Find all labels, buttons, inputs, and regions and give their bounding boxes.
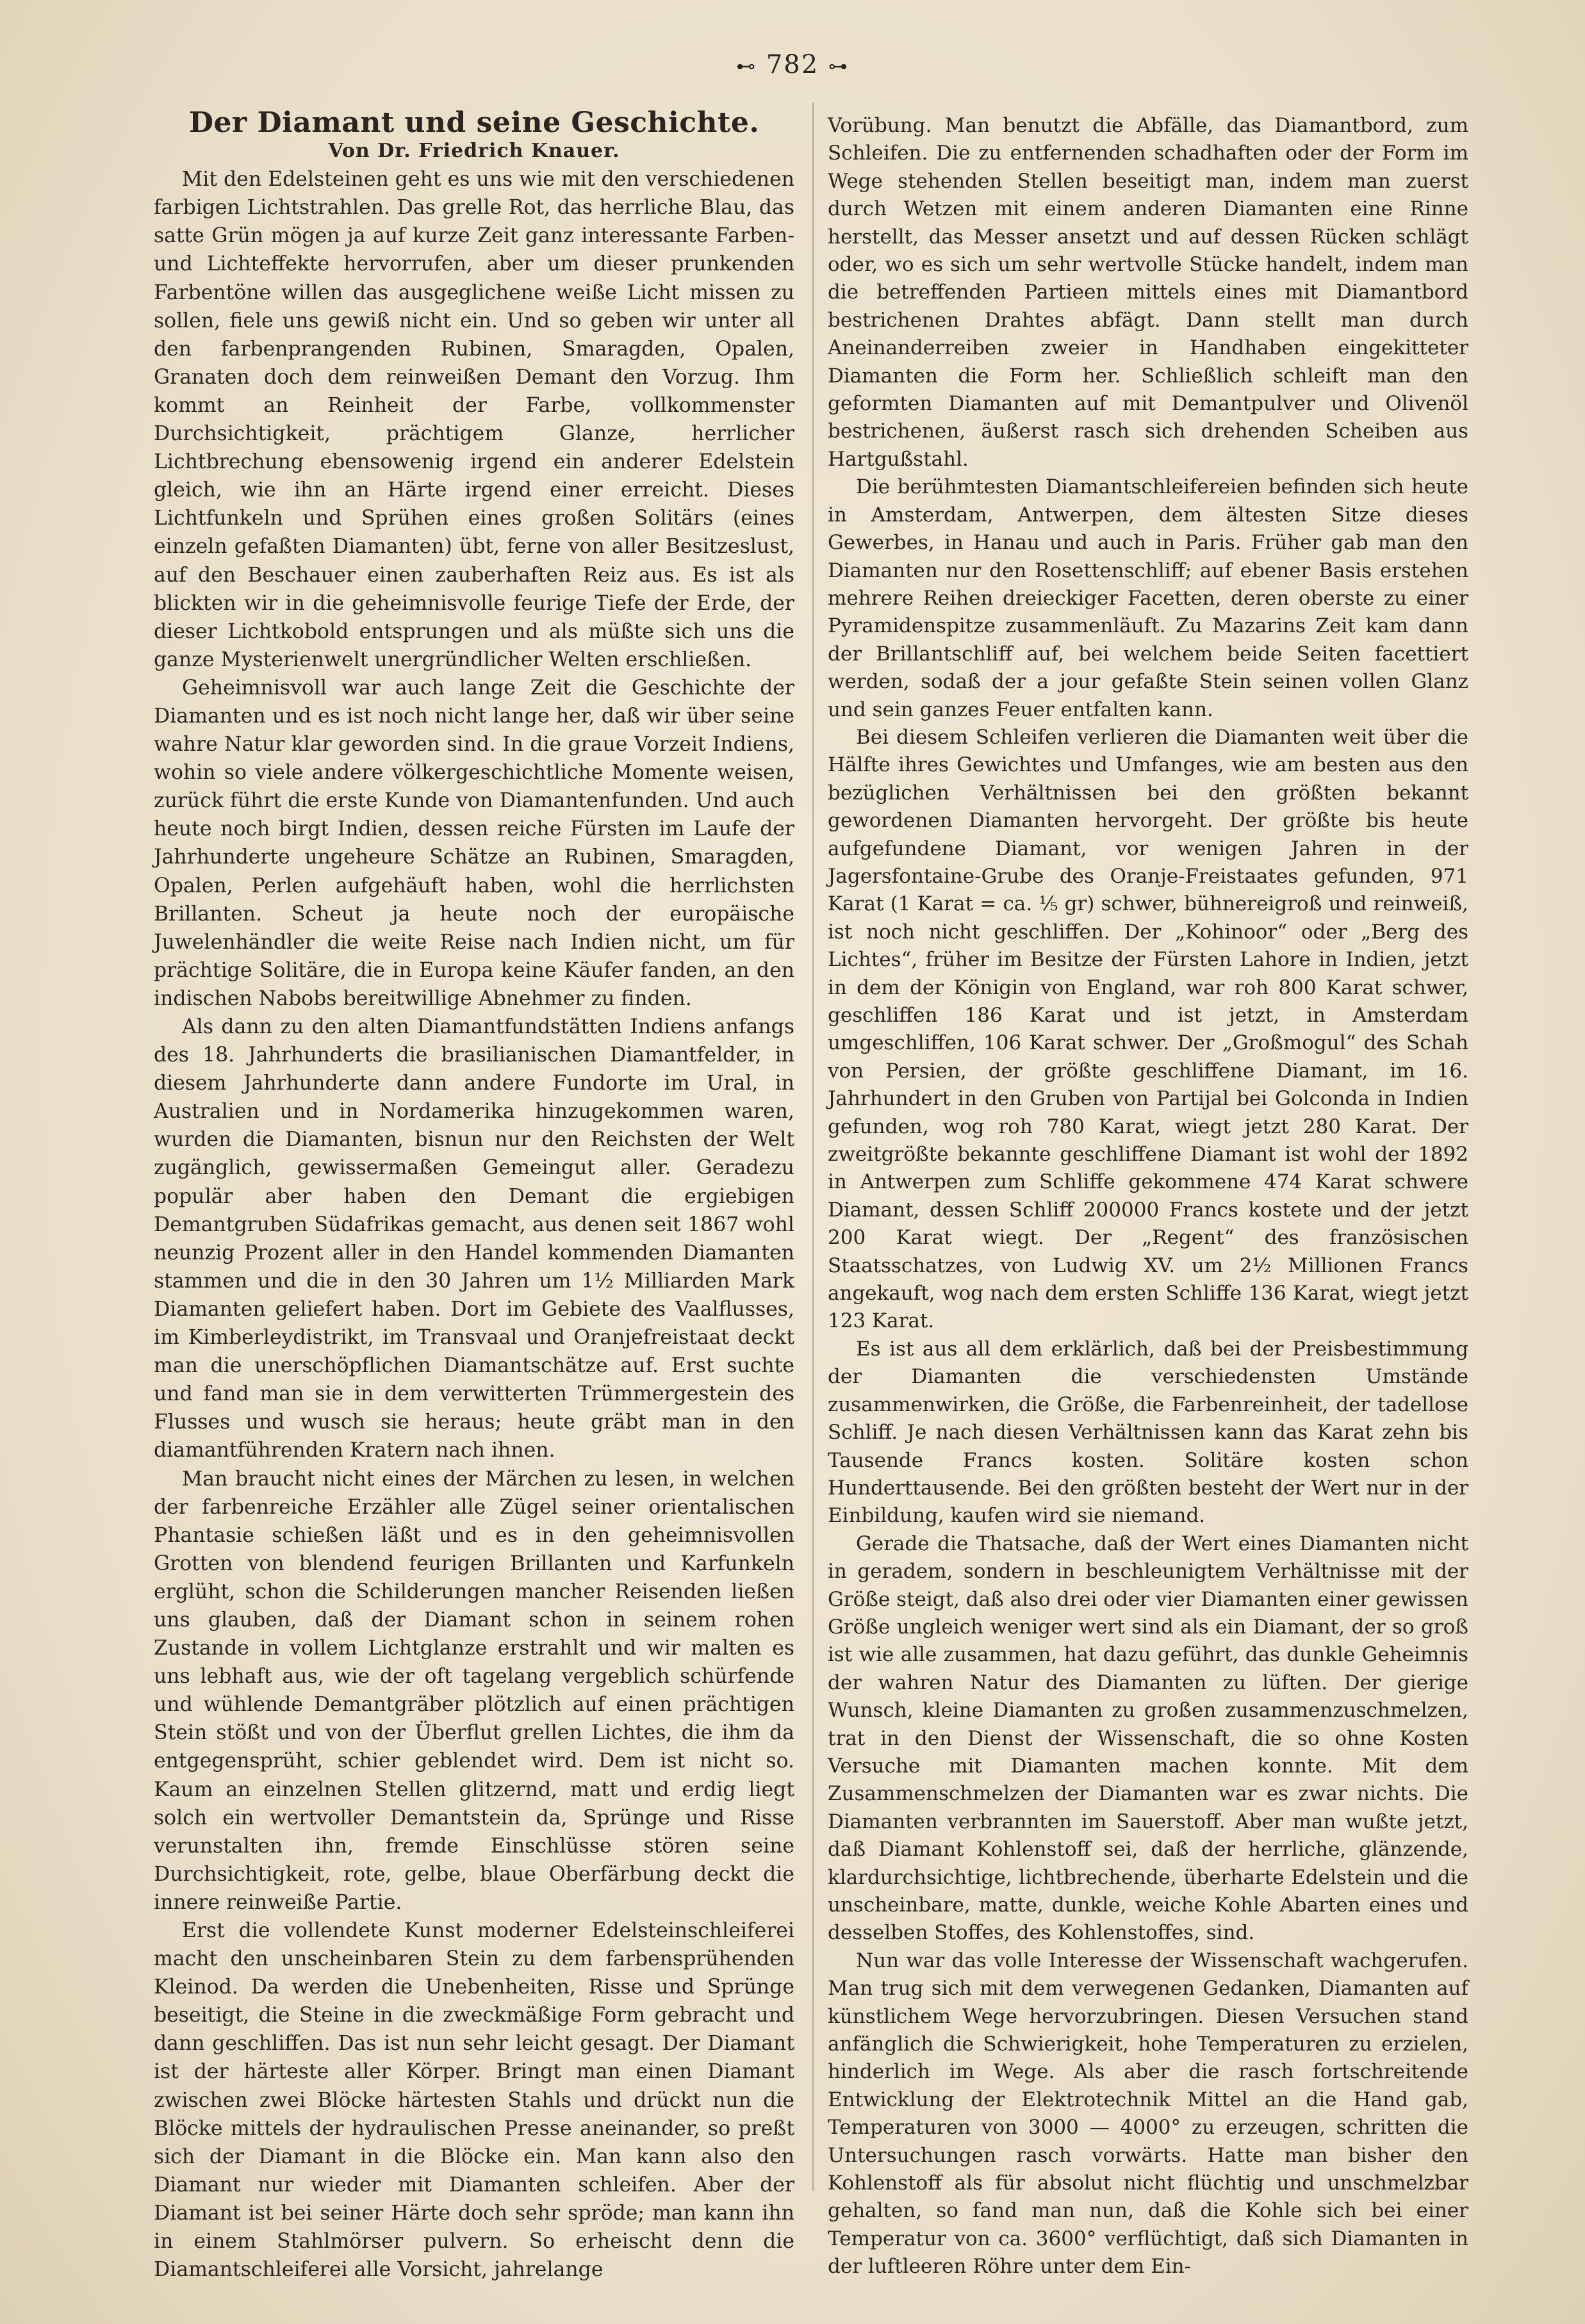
paragraph: Bei diesem Schleifen verlieren die Diamanten weit über die Hälfte ihres Gewichtes und Umfanges, wie am besten aus den bezüglichen Verhältnissen bei den größten bekannt gewordenen Diamanten hervorgeht. Der größte bis heute aufgefundene Diamant, vor wenigen Jahren in der Jagersfontaine-Grube des Oranje-Freistaates gefunden, 971 Karat (1 Karat = ca. ⅕ gr) schwer, bühnereigroß und reinweiß, ist noch nicht geschliffen. Der „Kohinoor“ oder „Berg des Lichtes“, früher im Besitze der Fürsten Lahore in Indien, jetzt in dem der Königin von England, war roh 800 Karat schwer, geschliffen 186 Karat und ist jetzt, in Amsterdam umgeschliffen, 106 Karat schwer. Der „Großmogul“ des Schah von Persien, der größte geschliffene Diamant, im 16. Jahrhundert in den Gruben von Partijal bei Golconda in Indien gefunden, wog roh 780 Karat, wiegt jetzt 280 Karat. Der zweitgrößte bekannte geschliffene Diamant ist wohl der 1892 in Antwerpen zum Schliffe gekommene 474 Karat schwere Diamant, dessen Schliff 200000 Francs kostete und der jetzt 200 Karat wiegt. Der „Regent“ des französischen Staatsschatzes, von Ludwig XV. um 2½ Millionen Francs angekauft, wog nach dem ersten Schliffe 136 Karat, wiegt jetzt 123 Karat. xyxy=(828,725,1468,1333)
paragraph: Die berühmtesten Diamantschleifereien befinden sich heute in Amsterdam, Antwerpen, dem ältesten Sitze dieses Gewerbes, in Hanau und auch in Paris. Früher gab man den Diamanten nur den Rosettenschliff; auf ebener Basis erstehen mehrere Reihen dreieckiger Facetten, deren oberste zu einer Pyramidenspitze zusammenläuft. Zu Mazarins Zeit kam dann der Brillantschliff auf, bei welchem beide Seiten facettiert werden, sodaß der a jour gefaßte Stein seinen vollen Glanz und sein ganzes Feuer entfalten kann. xyxy=(828,475,1468,721)
paragraph: Geheimnisvoll war auch lange Zeit die Geschichte der Diamanten und es ist noch nicht lange her, daß wir über seine wahre Natur klar geworden sind. In die graue Vorzeit Indiens, wohin so viele andere völkergeschichtliche Momente weisen, zurück führt die erste Kunde von Diamantenfunden. Und auch heute noch birgt Indien, dessen reiche Fürsten im Laufe der Jahrhunderte ungeheure Schätze an Rubinen, Smaragden, Opalen, Perlen aufgehäuft haben, wohl die herrlichsten Brillanten. Scheut ja heute noch der europäische Juwelenhändler die weite Reise nach Indien nicht, um für prächtige Solitäre, die in Europa keine Käufer fanden, an den indischen Nabobs bereitwillige Abnehmer zu finden. xyxy=(154,676,794,1010)
paragraph: Erst die vollendete Kunst moderner Edelsteinschleiferei macht den unscheinbaren Stein zu dem farbensprühenden Kleinod. Da werden die Unebenheiten, Risse und Sprünge beseitigt, die Steine in die zweckmäßige Form gebracht und dann geschliffen. Das ist nun sehr leicht gesagt. Der Diamant ist der härteste aller Körper. Bringt man einen Diamant zwischen zwei Blöcke härtesten Stahls und drückt nun die Blöcke mittels der hydraulischen Presse aneinander, so preßt sich der Diamant in die Blöcke ein. Man kann also den Diamant nur wieder mit Diamanten schleifen. Aber der Diamant ist bei seiner Härte doch sehr spröde; man kann ihn in einem Stahlmörser pulvern. So erheischt denn die Diamantschleiferei alle Vorsicht, jahrelange xyxy=(154,1919,794,2282)
paragraph: Gerade die Thatsache, daß der Wert eines Diamanten nicht in geradem, sondern in beschleunigtem Verhältnisse mit der Größe steigt, daß also drei oder vier Diamanten einer gewissen Größe ungleich weniger wert sind als ein Diamant, der so groß ist wie alle zusammen, hat dazu geführt, das dunkle Geheimnis der wahren Natur des Diamanten zu lüften. Der gierige Wunsch, kleine Diamanten zu großen zusammenzuschmelzen, trat in den Dienst der Wissenschaft, die so ohne Kosten Versuche mit Diamanten machen konnte. Mit dem Zusammenschmelzen der Diamanten war es zwar nichts. Die Diamanten verbrannten im Sauerstoff. Aber man wußte jetzt, daß Diamant Kohlenstoff sei, daß der herrliche, glänzende, klardurchsichtige, lichtbrechende, überharte Edelstein und die unscheinbare, matte, dunkle, weiche Kohle Abarten eines und desselben Stoffes, des Kohlenstoffes, sind. xyxy=(828,1532,1468,1945)
paragraph: Nun war das volle Interesse der Wissenschaft wachgerufen. Man trug sich mit dem verwegenen Gedanken, Diamanten auf künstlichem Wege hervorzubringen. Diesen Versuchen stand anfänglich die Schwierigkeit, hohe Temperaturen zu erzielen, hinderlich im Wege. Als aber die rasch fortschreitende Entwicklung der Elektrotechnik Mittel an die Hand gab, Temperaturen von 3000 — 4000° zu erzeugen, schritten die Untersuchungen rasch vorwärts. Hatte man bisher den Kohlenstoff als für absolut nicht flüchtig und unschmelzbar gehalten, so fand man nun, daß die Kohle sich bei einer Temperatur von ca. 3600° verflüchtigt, daß sich Diamanten in der luftleeren Röhre unter dem Ein- xyxy=(828,1949,1468,2279)
paragraph-continued: Vorübung. Man benutzt die Abfälle, das Diamantbord, zum Schleifen. Die zu entfernenden schadhaften oder der Form im Wege stehenden Stellen beseitigt man, indem man zuerst durch Wetzen mit einem anderen Diamanten eine Rinne herstellt, das Messer ansetzt und auf dessen Rücken schlägt oder, wo es sich um sehr wertvolle Stücke handelt, indem man die betreffenden Partieen mittels eines mit Diamantbord bestrichenen Drahtes abfägt. Dann stellt man durch Aneinanderreiben zweier in Handhaben eingekitteter Diamanten die Form her. Schließlich schleift man den geformten Diamanten auf mit Demantpulver und Olivenöl bestrichenen, äußerst rasch sich drehenden Scheiben aus Hartgußstahl. xyxy=(828,114,1468,471)
ornament-left-icon: ⊷ xyxy=(736,55,757,78)
page-number-text: 782 xyxy=(766,50,819,79)
ornament-right-icon: ⊶ xyxy=(828,55,849,78)
paragraph: Als dann zu den alten Diamantfundstätten Indiens anfangs des 18. Jahrhunderts die brasilianischen Diamantfelder, in diesem Jahrhunderte dann andere Fundorte im Ural, in Australien und in Nordamerika hinzugekommen waren, wurden die Diamanten, bisnun nur den Reichsten der Welt zugänglich, gewissermaßen Gemeingut aller. Geradezu populär aber haben den Demant die ergiebigen Demantgruben Südafrikas gemacht, aus denen seit 1867 wohl neunzig Prozent aller in den Handel kommenden Diamanten stammen und die in den 30 Jahren um 1½ Milliarden Mark Diamanten geliefert haben. Dort im Gebiete des Vaalflusses, im Kimberleydistrikt, im Transvaal und Oranjefreistaat deckt man die unerschöpflichen Diamantschätze auf. Erst suchte und fand man sie in dem verwitterten Trümmergestein des Flusses und wusch sie heraus; heute gräbt man in den diamantführenden Kratern nach ihnen. xyxy=(154,1015,794,1462)
paragraph: Es ist aus all dem erklärlich, daß bei der Preisbestimmung der Diamanten die verschiedensten Umstände zusammenwirken, die Größe, die Farbenreinheit, der tadellose Schliff. Je nach diesen Verhältnissen kann das Karat zehn bis Tausende Francs kosten. Solitäre kosten schon Hunderttausende. Bei den größten besteht der Wert nur in der Einbildung, kaufen wird sie niemand. xyxy=(828,1337,1468,1528)
article-title: Der Diamant und seine Geschichte. xyxy=(188,106,760,139)
page-number xyxy=(0,50,1585,79)
paragraph: Man braucht nicht eines der Märchen zu lesen, in welchen der farbenreiche Erzähler alle Zügel seiner orientalischen Phantasie schießen läßt und es in den geheimnisvollen Grotten von blendend feurigen Brillanten und Karfunkeln erglüht, schon die Schilderungen mancher Reisenden ließen uns glauben, daß der Diamant schon in seinem rohen Zustande in vollem Lichtglanze erstrahlt und wir malten es uns lebhaft aus, wie der oft tagelang vergeblich schürfende und wühlende Demantgräber plötzlich auf einen prächtigen Stein stößt und von der Überflut grellen Lichtes, die ihm da entgegensprüht, schier geblendet wird. Dem ist nicht so. Kaum an einzelnen Stellen glitzernd, matt und erdig liegt solch ein wertvoller Demantstein da, Sprünge und Risse verunstalten ihn, fremde Einschlüsse stören seine Durchsichtigkeit, rote, gelbe, blaue Oberfärbung deckt die innere reinweiße Partie. xyxy=(154,1467,794,1914)
column-divider xyxy=(812,102,814,2191)
right-column xyxy=(828,112,1468,2281)
paragraph: Mit den Edelsteinen geht es uns wie mit den verschiedenen farbigen Lichtstrahlen. Das grelle Rot, das herrliche Blau, das satte Grün mögen ja auf kurze Zeit ganz interessante Farben- und Lichteffekte hervorrufen, aber um dieser prunkenden Farbentöne willen das ausgeglichene weiße Licht missen zu sollen, fiele uns gewiß nicht ein. Und so geben wir unter all den farbenprangenden Rubinen, Smaragden, Opalen, Granaten doch dem reinweißen Demant den Vorzug. Ihm kommt an Reinheit der Farbe, vollkommenster Durchsichtigkeit, prächtigem Glanze, herrlicher Lichtbrechung ebensowenig irgend ein anderer Edelstein gleich, wie ihn an Härte irgend einer erreicht. Dieses Lichtfunkeln und Sprühen eines großen Solitärs (eines einzeln gefaßten Diamanten) übt, ferne von aller Besitzeslust, auf den Beschauer einen zauberhaften Reiz aus. Es ist als blickten wir in die geheimnisvolle feurige Tiefe der Erde, der dieser Lichtkobold entsprungen und als müßte sich uns die ganze Mysterienwelt unergründlicher Welten erschließen. xyxy=(154,168,794,671)
left-column xyxy=(154,106,794,2284)
article-byline: Von Dr. Friedrich Knauer. xyxy=(328,140,620,163)
